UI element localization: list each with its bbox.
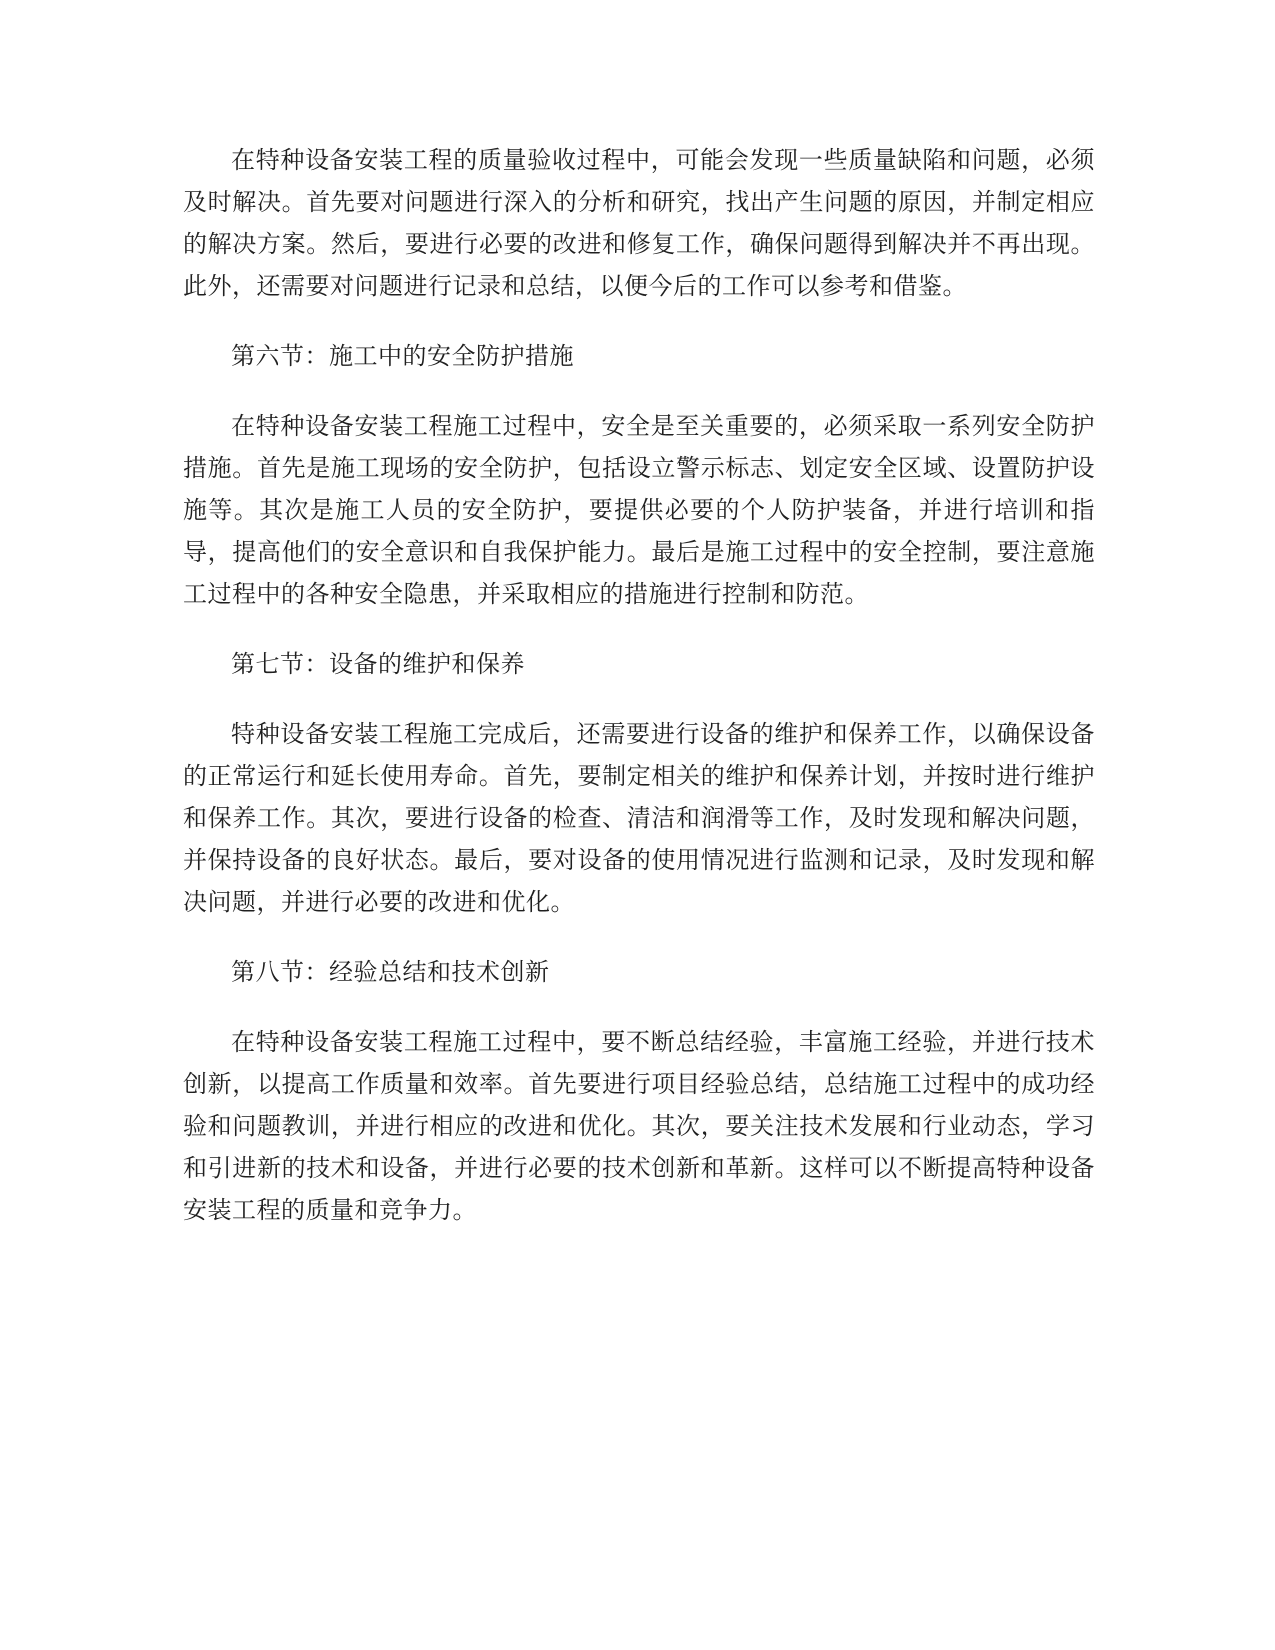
- section-heading-6: 第六节：施工中的安全防护措施: [231, 342, 574, 370]
- section-heading-7: 第七节：设备的维护和保养: [231, 650, 525, 678]
- paragraph-quality-issues: 在特种设备安装工程的质量验收过程中，可能会发现一些质量缺陷和问题，必须及时解决。首先要对问题进行深入的分析和研究，找出产生问题的原因，并制定相应的解决方案。然后，要进行必要的改进和修复工作，确保问题得到解决并不再出现。此外，还需要对问题进行记录和总结，以便今后的工作可以参考和借鉴。: [183, 146, 1095, 300]
- document-body: [183, 139, 1095, 1259]
- paragraph-safety-measures: 在特种设备安装工程施工过程中，安全是至关重要的，必须采取一系列安全防护措施。首先是施工现场的安全防护，包括设立警示标志、划定安全区域、设置防护设施等。其次是施工人员的安全防护，要提供必要的个人防护装备，并进行培训和指导，提高他们的安全意识和自我保护能力。最后是施工过程中的安全控制，要注意施工过程中的各种安全隐患，并采取相应的措施进行控制和防范。: [183, 412, 1095, 608]
- section-heading-8: 第八节：经验总结和技术创新: [231, 958, 550, 986]
- paragraph-innovation: 在特种设备安装工程施工过程中，要不断总结经验，丰富施工经验，并进行技术创新，以提高工作质量和效率。首先要进行项目经验总结，总结施工过程中的成功经验和问题教训，并进行相应的改进和优化。其次，要关注技术发展和行业动态，学习和引进新的技术和设备，并进行必要的技术创新和革新。这样可以不断提高特种设备安装工程的质量和竞争力。: [183, 1028, 1095, 1224]
- paragraph-maintenance: 特种设备安装工程施工完成后，还需要进行设备的维护和保养工作，以确保设备的正常运行和延长使用寿命。首先，要制定相关的维护和保养计划，并按时进行维护和保养工作。其次，要进行设备的检查、清洁和润滑等工作，及时发现和解决问题，并保持设备的良好状态。最后，要对设备的使用情况进行监测和记录，及时发现和解决问题，并进行必要的改进和优化。: [183, 720, 1095, 916]
